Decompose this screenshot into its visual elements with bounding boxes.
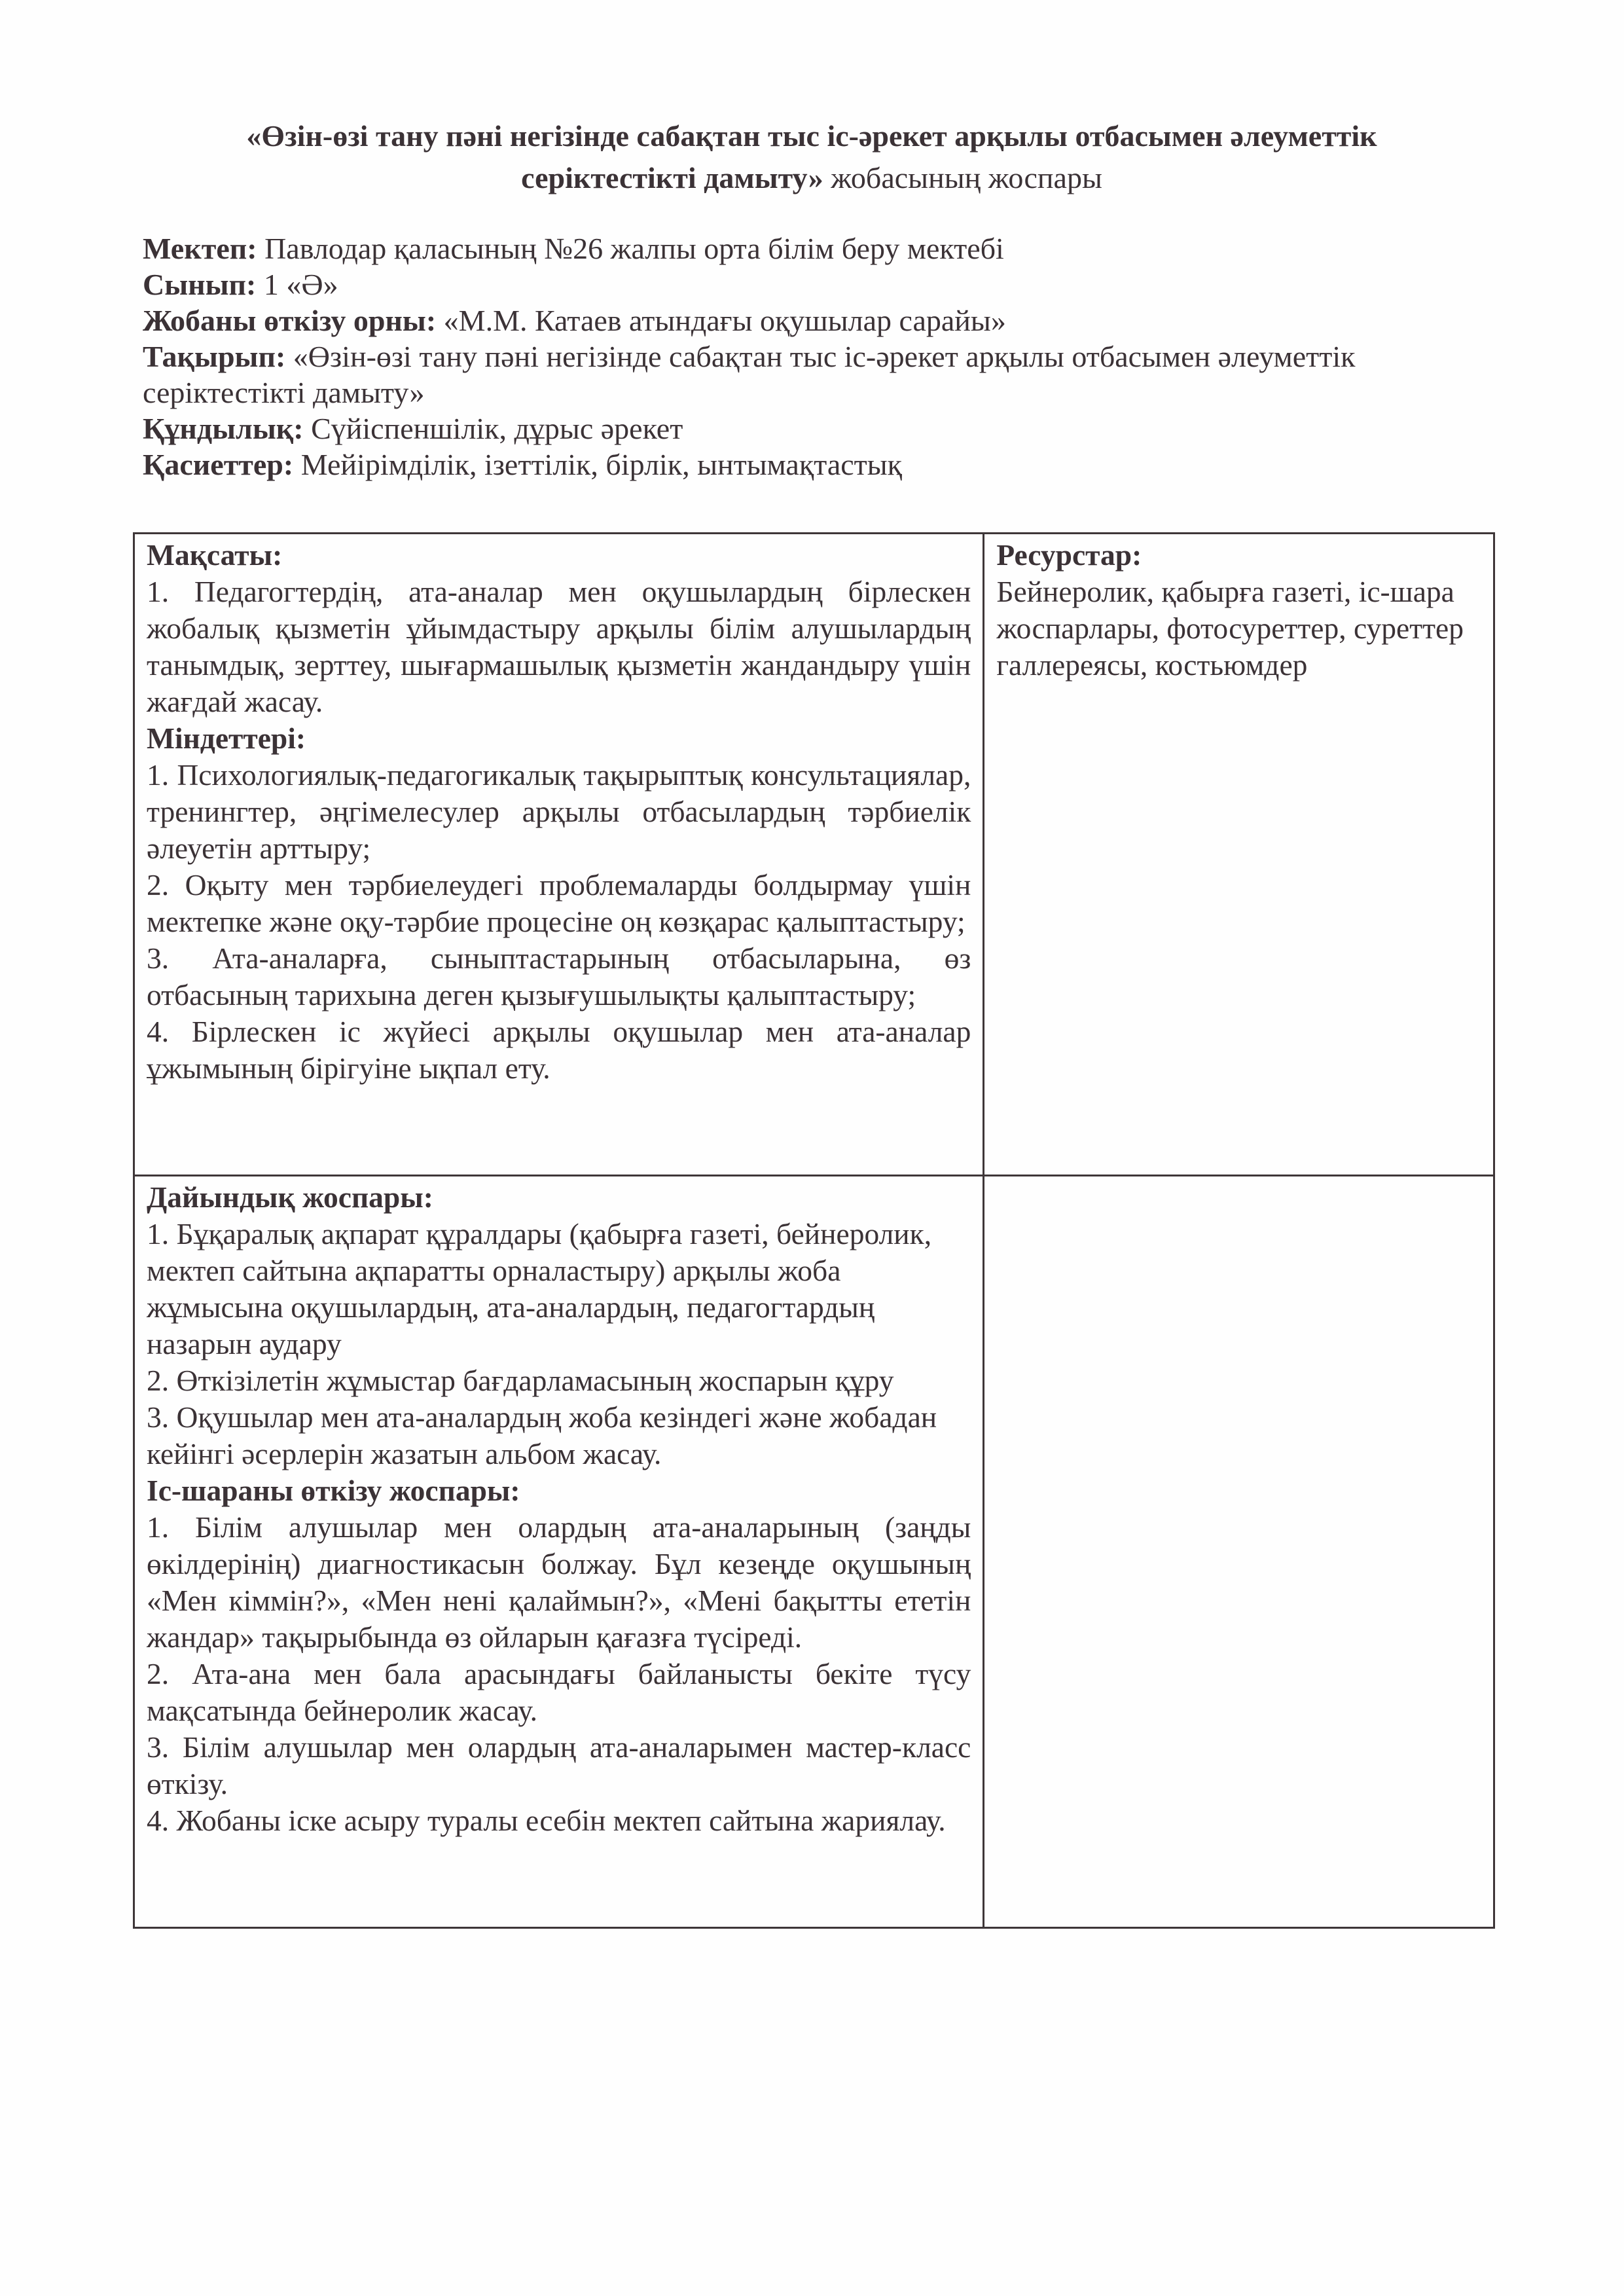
info-class (143, 266, 1504, 302)
project-info (143, 230, 1504, 483)
info-topic (143, 338, 1504, 410)
info-school-label: Мектеп: (143, 232, 257, 265)
event-plan-item: 3. Білім алушылар мен олардың ата-аналарымен мастер-класс өткізу. (147, 1730, 971, 1800)
tasks-heading: Міндеттері: (147, 721, 306, 755)
info-class-label: Сынып: (143, 268, 257, 301)
goals-heading: Мақсаты: (147, 538, 283, 572)
info-value (143, 410, 1504, 446)
plan-table (133, 532, 1495, 1929)
preparation-item: 3. Оқушылар мен ата-аналардың жоба кезіндегі және жобадан кейінгі әсерлерін жазатын альбом жасау. (147, 1400, 937, 1470)
task-item: 3. Ата-аналарға, сыныптастарының отбасыларына, өз отбасының тарихына деген қызығушылықты қалыптастыру; (147, 941, 971, 1011)
info-school-value: Павлодар қаласының №26 жалпы орта білім беру мектебі (257, 232, 1004, 265)
goal-item: 1. Педагогтердің, ата-аналар мен оқушылардың бірлескен жобалық қызметін ұйымдастыру арқылы білім алушылардың танымдық, зерттеу, шығармашылық қызметін жандандыру үшін жағдай жасау. (147, 575, 971, 718)
info-class-value: 1 «Ә» (256, 268, 338, 301)
info-value-value: Сүйіспеншілік, дұрыс әрекет (303, 412, 683, 445)
title-bold-part: «Өзін-өзі тану пәні негізінде сабақтан тыс іс-әрекет арқылы отбасымен әлеуметтік серіктестікті дамыту» (246, 119, 1377, 194)
info-venue (143, 302, 1504, 338)
info-school (143, 230, 1504, 266)
preparation-item: 1. Бұқаралық ақпарат құралдары (қабырға газеті, бейнеролик, мектеп сайтына ақпаратты орналастыру) арқылы жоба жұмысына оқушылардың, ата-аналардың, педагогтардың назарын аудару (147, 1217, 932, 1360)
resources-text: Бейнеролик, қабырға газеті, іс-шара жоспарлары, фотосуреттер, суреттер галлереясы, костьюмдер (996, 575, 1464, 682)
plans-cell (134, 1176, 984, 1928)
task-item: 1. Психологиялық-педагогикалық тақырыптық консультациялар, тренингтер, әңгімелесулер арқылы отбасылардың тәрбиелік әлеуетін арттыру; (147, 758, 971, 865)
info-qualities-label: Қасиеттер: (143, 448, 294, 481)
event-plan-item: 1. Білім алушылар мен олардың ата-аналарының (заңды өкілдерінің) диагностикасын болжау. Бұл кезеңде оқушының «Мен кіммін?», «Мен нені қалаймын?», «Мені бақытты ететін жандар» тақырыбында өз ойларын қағазға түсіреді. (147, 1510, 971, 1654)
table-row (134, 1176, 1494, 1928)
document-title (164, 115, 1460, 199)
empty-cell (984, 1176, 1494, 1928)
info-qualities (143, 446, 1504, 483)
resources-cell (984, 534, 1494, 1176)
task-item: 2. Оқыту мен тәрбиелеудегі проблемаларды болдырмау үшін мектепке және оқу-тәрбие процесіне оң көзқарас қалыптастыру; (147, 868, 971, 938)
info-topic-label: Тақырып: (143, 340, 286, 373)
info-value-label: Құндылық: (143, 412, 304, 445)
event-plan-item: 2. Ата-ана мен бала арасындағы байланысты бекіте түсу мақсатында бейнеролик жасау. (147, 1657, 971, 1727)
event-plan-item: 4. Жобаны іске асыру туралы есебін мектеп сайтына жариялау. (147, 1804, 946, 1837)
preparation-item: 2. Өткізілетін жұмыстар бағдарламасының жоспарын құру (147, 1364, 894, 1397)
info-venue-label: Жобаны өткізу орны: (143, 304, 437, 337)
title-regular-part: жобасының жоспары (823, 161, 1102, 194)
event-plan-heading: Іс-шараны өткізу жоспары: (147, 1474, 520, 1507)
preparation-heading: Дайындық жоспары: (147, 1180, 433, 1214)
info-topic-value: «Өзін-өзі тану пәні негізінде сабақтан тыс іс-әрекет арқылы отбасымен әлеуметтік серіктестікті дамыту» (143, 340, 1356, 409)
info-venue-value: «М.М. Катаев атындағы оқушылар сарайы» (436, 304, 1006, 337)
resources-heading: Ресурстар: (996, 538, 1142, 572)
task-item: 4. Бірлескен іс жүйесі арқылы оқушылар мен ата-аналар ұжымының бірігуіне ықпал ету. (147, 1015, 971, 1085)
info-qualities-value: Мейірімділік, ізеттілік, бірлік, ынтымақтастық (293, 448, 903, 481)
goals-tasks-cell (134, 534, 984, 1176)
table-row (134, 534, 1494, 1176)
